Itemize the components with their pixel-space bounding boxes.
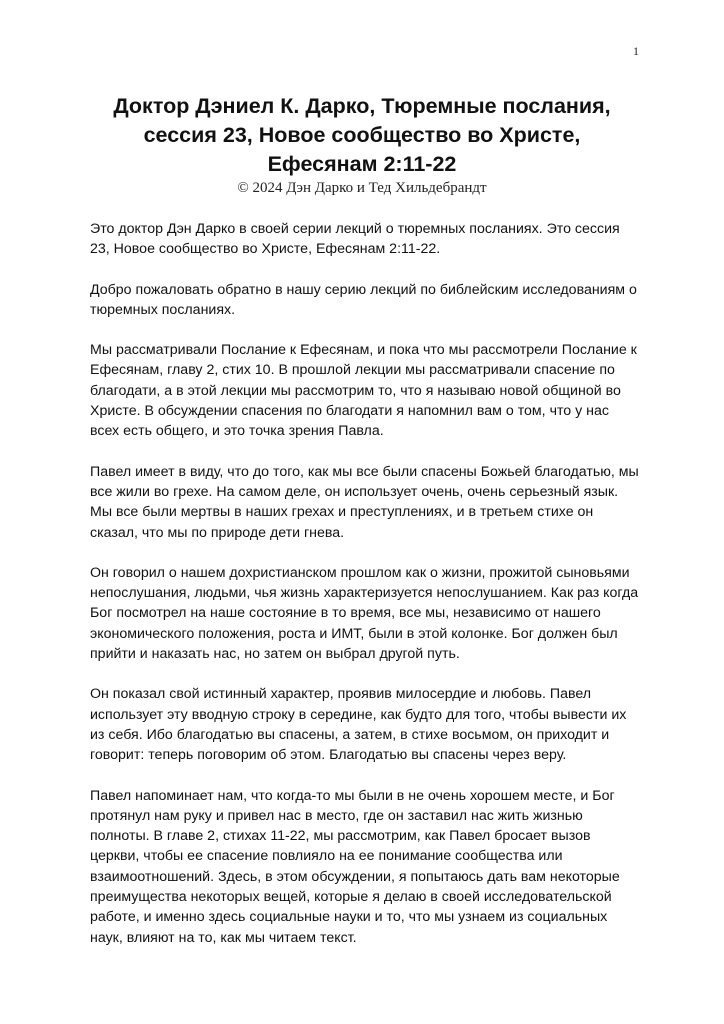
- paragraph-7: Павел напоминает нам, что когда-то мы были в не очень хорошем месте, и Бог протянул нам руку и привел нас в место, где он заставил нас жить жизнью полноты. В главе 2, стихах 11-22, мы рассмотрим, как Павел бросает вызов церкви, чтобы ее спасение повлияло на ее понимание сообщества или взаимоотношений. Здесь, в этом обсуждении, я попытаюсь дать вам некоторые преимущества некоторых вещей, которые я делаю в своей исследовательской работе, и именно здесь социальные науки и то, что мы узнаем из социальных наук, влияют на то, как мы читаем текст.: [90, 787, 620, 946]
- document-header: [60, 92, 664, 197]
- paragraph-1: Это доктор Дэн Дарко в своей серии лекций о тюремных посланиях. Это сессия 23, Новое сообщество во Христе, Ефесянам 2:11-22.: [90, 221, 620, 258]
- copyright-line: © 2024 Дэн Дарко и Тед Хильдебрандт: [237, 180, 487, 196]
- paragraph-6: Он показал свой истинный характер, проявив милосердие и любовь. Павел использует эту вводную строку в середине, как будто для того, чтобы вывести их из себя. Ибо благодатью вы спасены, а затем, в стихе восьмом, он приходит и говорит: теперь поговорим об этом. Благодатью вы спасены через веру.: [90, 686, 627, 764]
- document-title: [60, 92, 664, 179]
- title-line-2: сессия 23, Новое сообщество во Христе,: [143, 123, 581, 147]
- paragraph-3: Мы рассматривали Послание к Ефесянам, и пока что мы рассмотрели Послание к Ефесянам, главу 2, стих 10. В прошлой лекции мы рассматривали спасение по благодати, а в этой лекции мы рассмотрим то, что я называю новой общиной во Христе. В обсуждении спасения по благодати я напомнил вам о том, что у нас всех есть общего, и это точка зрения Павла.: [90, 342, 637, 440]
- page-number: 1: [633, 44, 639, 58]
- paragraph-4: Павел имеет в виду, что до того, как мы все были спасены Божьей благодатью, мы все жили во грехе. На самом деле, он использует очень, очень серьезный язык. Мы все были мертвы в наших грехах и преступлениях, и в третьем стихе он сказал, что мы по природе дети гнева.: [90, 463, 639, 541]
- title-line-1: Доктор Дэниел К. Дарко, Тюремные послания,: [113, 94, 611, 118]
- document-body: [90, 219, 640, 968]
- paragraph-2: Добро пожаловать обратно в нашу серию лекций по библейским исследованиям о тюремных посланиях.: [90, 281, 637, 318]
- title-line-3: Ефесянам 2:11-22: [267, 152, 457, 176]
- paragraph-5: Он говорил о нашем дохристианском прошлом как о жизни, прожитой сыновьями непослушания, людьми, чья жизнь характеризуется непослушанием. Как раз когда Бог посмотрел на наше состояние в то время, все мы, независимо от нашего экономического положения, роста и ИМТ, были в этой колонке. Бог должен был прийти и наказать нас, но затем он выбрал другой путь.: [90, 564, 639, 663]
